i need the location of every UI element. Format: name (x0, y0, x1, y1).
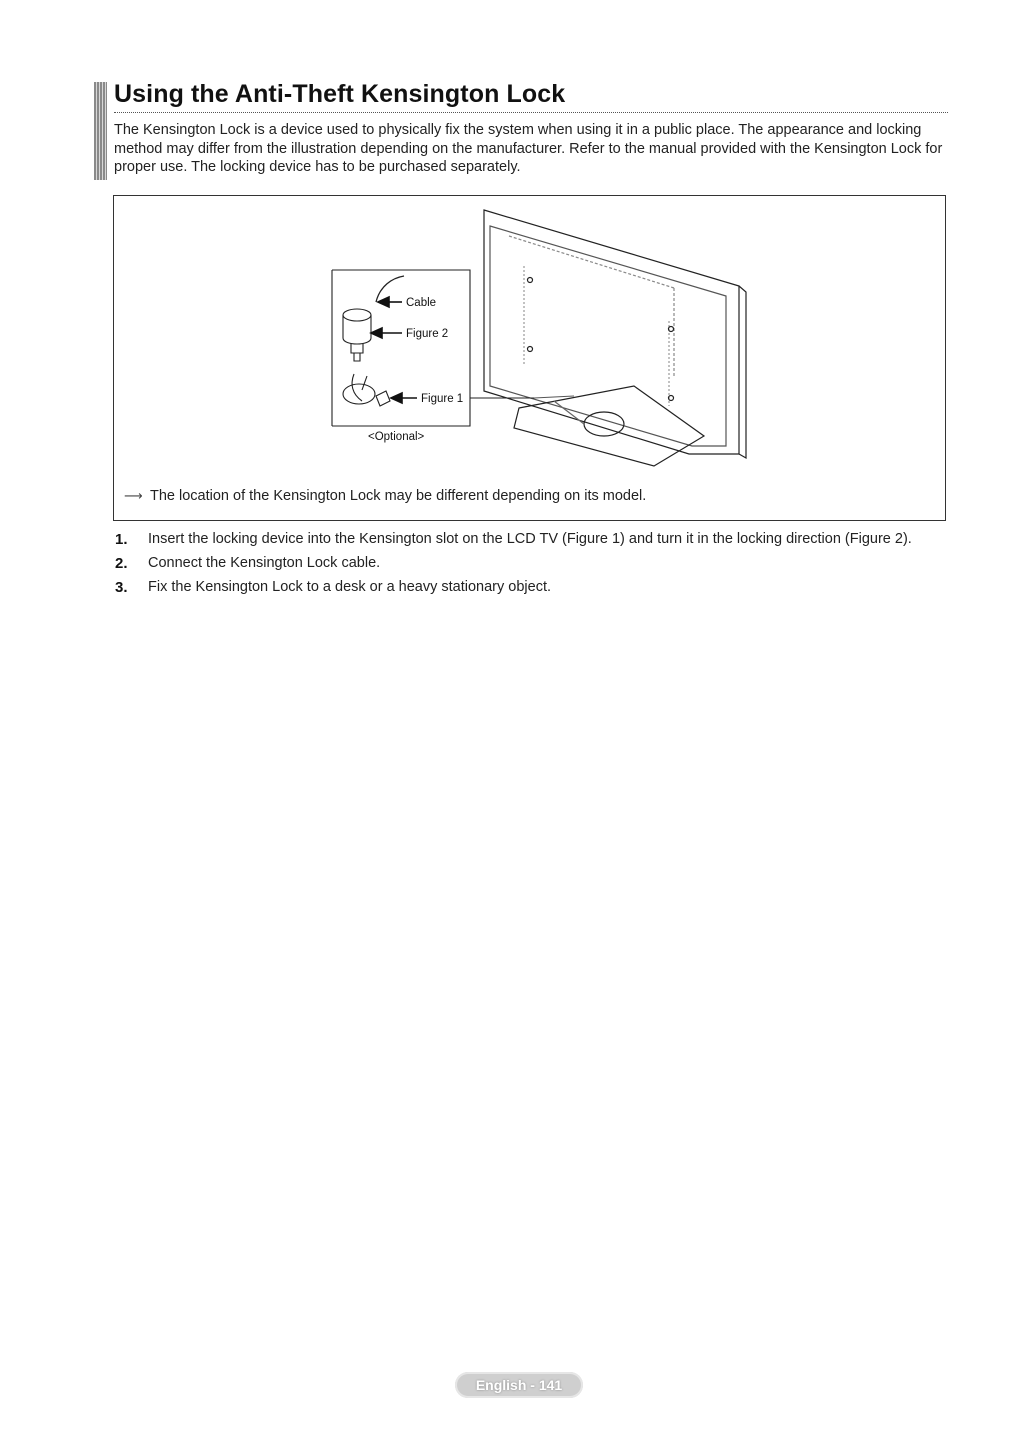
label-optional: <Optional> (368, 431, 425, 443)
step-text: Insert the locking device into the Kensington slot on the LCD TV (Figure 1) and turn it in the locking direction (Figure 2). (148, 531, 912, 547)
page-footer: English - 141 (455, 1372, 583, 1398)
label-figure-2: Figure 2 (406, 328, 449, 340)
step-number: 3. (115, 579, 128, 596)
section-marker-bar (94, 82, 107, 180)
step-item (115, 531, 935, 548)
illustration-box (113, 195, 946, 521)
note-line (124, 488, 646, 504)
step-text: Fix the Kensington Lock to a desk or a heavy stationary object. (148, 579, 552, 595)
step-item (115, 579, 935, 596)
step-number: 2. (115, 555, 128, 572)
step-text: Connect the Kensington Lock cable. (148, 555, 381, 571)
label-cable: Cable (406, 297, 437, 309)
kensington-lock-illustration (114, 196, 945, 520)
title-divider (114, 112, 948, 113)
tv-rear-illustration (484, 210, 746, 466)
intro-paragraph: The Kensington Lock is a device used to physically fix the system when using it in a public place. The appearance and locking method may differ from the illustration depending on the manufacturer. Refer to the manual provided with the Kensington Lock for proper use. The locking device has to be purchased separately. (114, 122, 943, 175)
callout-arrows (371, 297, 417, 403)
steps-list (115, 531, 935, 603)
label-figure-1: Figure 1 (421, 393, 464, 405)
note-text: The location of the Kensington Lock may be different depending on its model. (150, 488, 647, 504)
note-arrow-icon: ⟶ (124, 488, 143, 503)
page-title: Using the Anti-Theft Kensington Lock (114, 80, 566, 108)
step-number: 1. (115, 531, 128, 548)
step-item (115, 555, 935, 572)
